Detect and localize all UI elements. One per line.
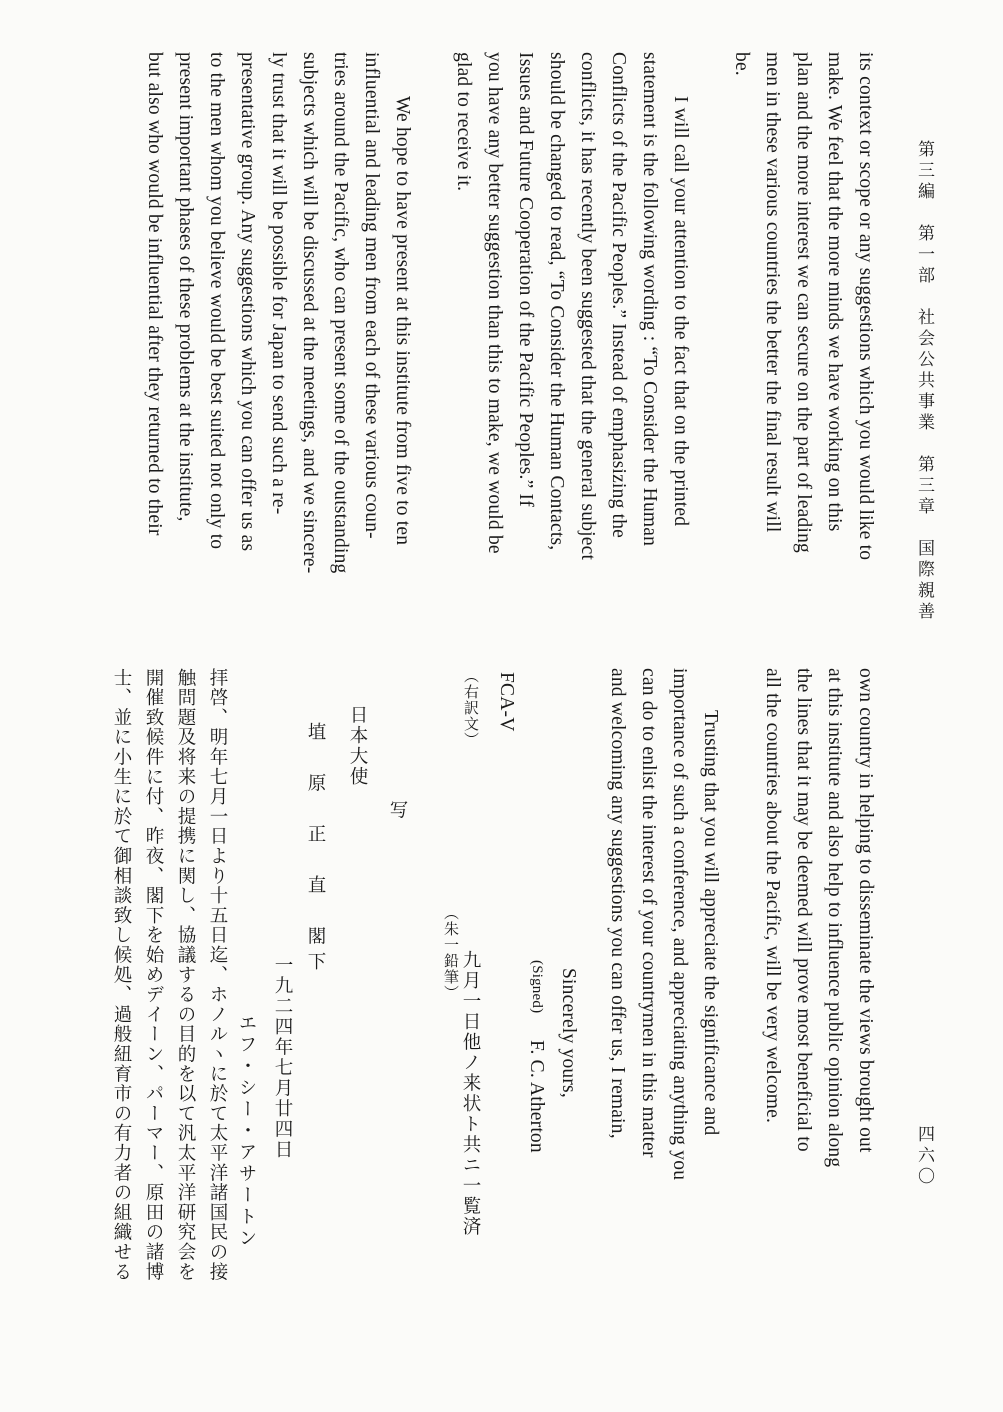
closing: Sincerely yours, [558,968,579,1098]
en-line: plan and the more interest we can secure on the part of leading [793,52,814,553]
reference-code: FCA-V [496,672,517,732]
en-line: the lines that it may be deemed will prove most beneficial to [793,668,814,1152]
translation-line: 開催致候件に付、昨夜、閣下を始めデイーン、パーマー、原田の諸博 [143,668,164,1282]
en-line: all the countries about the Pacific, will be very welcome. [762,668,783,1124]
en-line: and welcoming any suggestions you can offer us, I remain, [607,668,628,1139]
pencil-annotation: （朱一鉛筆） [442,905,460,1001]
en-line: own country in helping to disseminate the views brought out [855,668,876,1153]
en-line: you have any better suggestion than this to make, we would be [484,52,505,554]
running-header: 第三編 第一部 社会公共事業 第三章 国際親善 [914,140,934,623]
translation-line: 士、並に小生に於て御相談致し候処、過般紐育市の有力者の組織せる [111,668,132,1282]
addressee-name: 埴 原 正 直 閣下 [305,722,326,977]
translation-label: （右訳文） [462,668,480,748]
en-line: at this institute and also help to influence public opinion along [824,668,845,1168]
en-line: Conflicts of the Pacific Peoples.” Instead of emphasizing the [608,52,629,539]
copy-mark: 写 [387,800,408,821]
sender-name: エフ・シー・アサートン [236,1013,257,1250]
en-line: present important phases of these problems at the institute, [175,52,196,522]
perusal-note: 九月一日他ノ来状ト共ニ一覧済 [460,950,481,1237]
en-line: its context or scope or any suggestions which you would like to [855,52,876,561]
en-line: ly trust that it will be possible for Japan to send such a re- [268,52,289,515]
en-line: but also who would be influential after they returned to their [144,52,165,536]
page-number: 四六〇 [914,1125,934,1188]
en-line: glad to receive it. [453,52,474,192]
en-line: to the men whom you believe would be best suited not only to [206,52,227,550]
letter-date: 一九二四年七月廿四日 [272,955,293,1160]
translation-line: 拝啓、明年七月一日より十五日迄、ホノルヽに於て太平洋諸国民の接 [207,668,228,1282]
en-line: Trusting that you will appreciate the significance and [700,710,721,1136]
en-line: influential and leading men from each of these various coun- [361,52,382,539]
en-line: make. We feel that the more minds we have working on this [824,52,845,532]
signed-label: (Signed) [529,960,545,1014]
en-line: be. [731,52,752,76]
en-line: I will call your attention to the fact that on the printed [670,96,691,527]
en-line: conflicts, it has recently been suggested that the general subject [577,52,598,561]
en-line: tries around the Pacific, who can present some of the outstanding [330,52,351,574]
en-line: Issues and Future Cooperation of the Pacific Peoples.” If [515,52,536,507]
en-line: statement is the following wording : “To Consider the Human [639,52,660,547]
en-line: can do to enlist the interest of your countrymen in this matter [638,668,659,1158]
en-line: importance of such a conference, and appreciating anything you [669,668,690,1181]
en-line: We hope to have present at this institute from five to ten [392,96,413,546]
en-line: men in these various countries the better the final result will [762,52,783,533]
translation-line: 触問題及将来の提携に関し、協議するの目的を以て汎太平洋研究会を [175,668,196,1282]
en-line: subjects which will be discussed at the meetings, and we sincere- [299,52,320,574]
signature-name: F. C. Atherton [526,1040,547,1153]
addressee-title: 日本大使 [347,705,368,787]
en-line: presentative group. Any suggestions which you can offer us as [237,52,258,552]
en-line: should be changed to read, “To Consider the Human Contacts, [546,52,567,551]
